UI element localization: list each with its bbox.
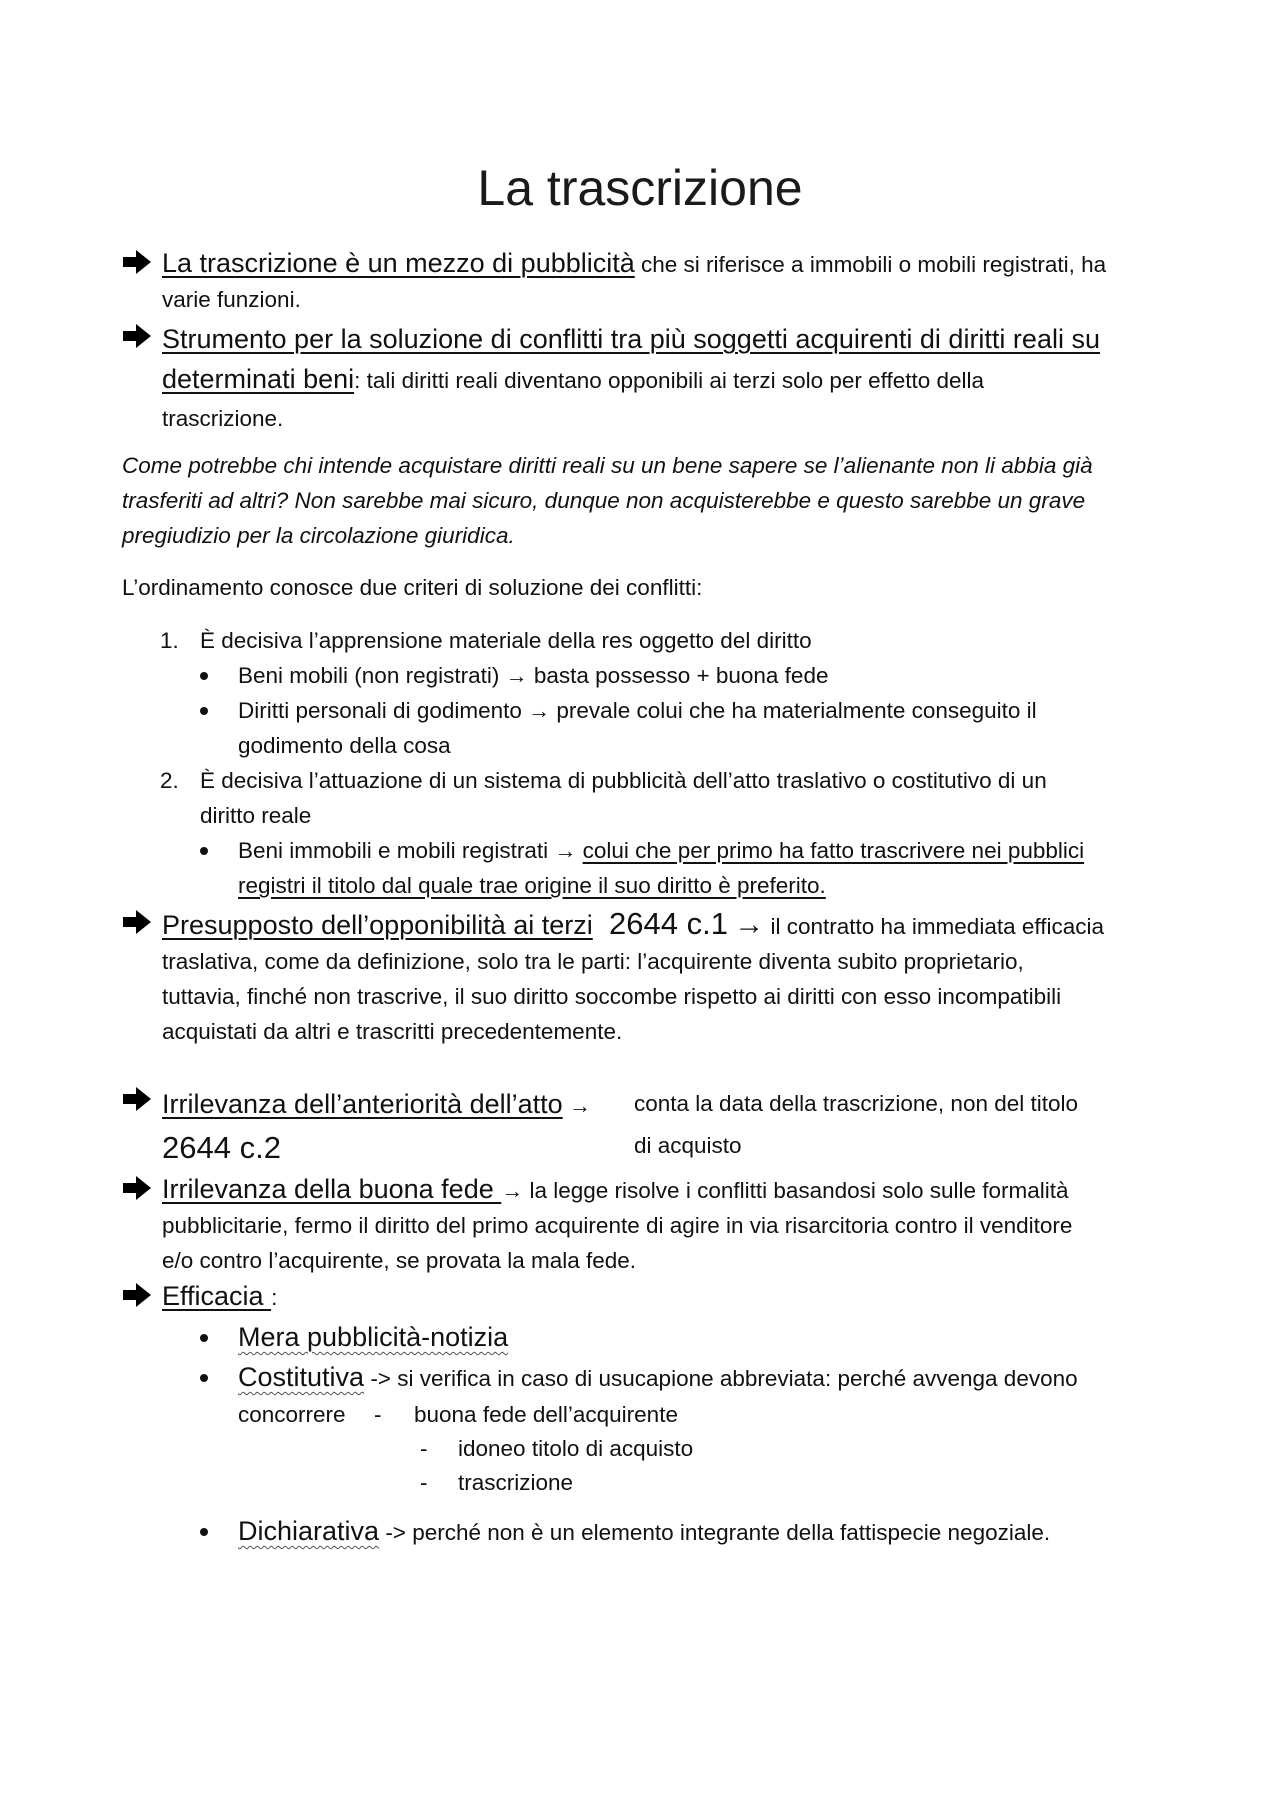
bullet-item: [122, 1358, 1182, 1398]
body-text: la legge risolve i conflitti basandosi solo sulle formalità: [523, 1178, 1069, 1203]
bullet-label: Costitutiva: [238, 1362, 365, 1392]
list-item: [122, 763, 1182, 833]
body-text: trascrizione.: [162, 406, 284, 431]
body-text: tuttavia, finché non trascrive, il suo diritto soccombe rispetto ai diritti con esso incompatibili: [162, 984, 1062, 1009]
list-number: 2.: [160, 768, 179, 793]
body-text: acquistati da altri e trascritti precedentemente.: [162, 1019, 623, 1044]
bullet-label: Beni immobili e mobili registrati: [238, 838, 549, 863]
bullet-item: [122, 833, 1182, 903]
list-item-text: diritto reale: [200, 803, 312, 828]
dash-bullet: -: [420, 1436, 428, 1461]
list-item: [122, 623, 1182, 658]
article-reference: 2644 c.2: [162, 1130, 281, 1165]
point-strumento-conflitti: [122, 320, 1182, 438]
efficacia-list: [122, 1318, 1182, 1552]
dash-bullet: -: [374, 1402, 382, 1427]
list-number: 1.: [160, 628, 179, 653]
arrow-icon: →: [734, 908, 765, 941]
body-text: traslativa, come da definizione, solo tra le parti: l’acquirente diventa subito proprietario,: [162, 949, 1024, 974]
dash-bullet: -: [420, 1470, 428, 1495]
italic-paragraph: [122, 448, 1182, 553]
body-text: conta la data della trascrizione, non del titolo: [634, 1091, 1079, 1116]
bullet-dot-icon: [200, 1334, 208, 1342]
body-text: trascrizione: [458, 1470, 574, 1495]
body-text: il contratto ha immediata efficacia: [764, 914, 1104, 939]
heading-text: determinati beni: [162, 364, 355, 394]
page-title: La trascrizione: [477, 160, 803, 216]
italic-line: Come potrebbe chi intende acquistare diritti reali su un bene sapere se l’alienante non li abbia già: [122, 453, 1093, 478]
bullet-label: Beni mobili (non registrati): [238, 663, 500, 688]
criteria-list: [122, 623, 1182, 903]
bullet-item: [122, 1512, 1182, 1552]
bullet-item: [122, 693, 1182, 763]
bullet-label: Diritti personali di godimento: [238, 698, 522, 723]
body-text: e/o contro l’acquirente, se provata la mala fede.: [162, 1248, 637, 1273]
bullet-text: -> si verifica in caso di usucapione abbreviata: perché avvenga devono: [364, 1366, 1078, 1391]
bullet-text: prevale colui che ha materialmente conseguito il: [550, 698, 1037, 723]
body-text: : tali diritti reali diventano opponibili ai terzi solo per effetto della: [354, 368, 985, 393]
arrow-bullet-icon: [122, 320, 156, 355]
point-buona-fede: [122, 1172, 1182, 1278]
heading-text: Irrilevanza dell’anteriorità dell’atto: [162, 1089, 563, 1119]
list-item-text: È decisiva l’apprensione materiale della res oggetto del diritto: [200, 628, 812, 653]
concorrere-row: [122, 1398, 1182, 1432]
bullet-text: basta possesso + buona fede: [527, 663, 829, 688]
point-anteriorita: [122, 1083, 1182, 1172]
heading-text: Irrilevanza della buona fede: [162, 1174, 502, 1204]
body-text: idoneo titolo di acquisto: [458, 1436, 694, 1461]
bullet-dot-icon: [200, 1528, 208, 1536]
point-trascrizione-pubblicita: [122, 246, 1182, 317]
body-text: di acquisto: [634, 1133, 742, 1158]
arrow-bullet-icon: [122, 1083, 156, 1118]
bullet-text: godimento della cosa: [238, 733, 451, 758]
arrow-icon: →: [501, 1178, 524, 1203]
bullet-dot-icon: [200, 847, 208, 855]
bullet-text: registri il titolo dal quale trae origine il suo diritto è preferito.: [238, 873, 826, 898]
dash-row: [122, 1466, 1182, 1500]
italic-line: pregiudizio per la circolazione giuridica.: [122, 523, 515, 548]
body-text: concorrere: [238, 1402, 346, 1427]
bullet-dot-icon: [200, 707, 208, 715]
bullet-dot-icon: [200, 1374, 208, 1382]
bullet-dot-icon: [200, 672, 208, 680]
list-item-text: È decisiva l’attuazione di un sistema di pubblicità dell’atto traslativo o costitutivo di un: [200, 768, 1047, 793]
body-text: buona fede dell’acquirente: [414, 1402, 678, 1427]
arrow-bullet-icon: [122, 906, 156, 941]
article-reference: 2644 c.1: [609, 906, 728, 941]
arrow-bullet-icon: [122, 246, 156, 281]
heading-text: Presupposto dell’opponibilità ai terzi: [162, 910, 593, 940]
body-text: pubblicitarie, fermo il diritto del primo acquirente di agire in via risarcitoria contro il venditore: [162, 1213, 1073, 1238]
arrow-icon: →: [528, 698, 551, 723]
arrow-bullet-icon: [122, 1279, 156, 1314]
body-text: varie funzioni.: [162, 287, 301, 312]
heading-text: Strumento per la soluzione di conflitti tra più soggetti acquirenti di diritti reali su: [162, 324, 1100, 354]
arrow-icon: →: [554, 838, 577, 863]
point-presupposto: [122, 906, 1182, 1049]
colon-text: :: [271, 1285, 278, 1310]
arrow-icon: →: [568, 1093, 591, 1118]
arrow-bullet-icon: [122, 1172, 156, 1207]
heading-text: La trascrizione è un mezzo di pubblicità: [162, 248, 635, 278]
italic-line: trasferiti ad altri? Non sarebbe mai sicuro, dunque non acquisterebbe e questo sarebbe un grave: [122, 488, 1086, 513]
bullet-label: Mera pubblicità-notizia: [238, 1322, 509, 1352]
point-efficacia: [122, 1279, 1182, 1315]
bullet-item: [122, 1318, 1182, 1358]
body-text: che si riferisce a immobili o mobili registrati, ha: [634, 252, 1107, 277]
bullet-text: colui che per primo ha fatto trascrivere nei pubblici: [582, 838, 1085, 863]
bullet-item: [122, 658, 1182, 693]
dash-row: [122, 1432, 1182, 1466]
bullet-text: -> perché non è un elemento integrante della fattispecie negoziale.: [379, 1520, 1051, 1545]
arrow-icon: →: [505, 663, 528, 688]
bullet-label: Dichiarativa: [238, 1516, 380, 1546]
intro-text: L’ordinamento conosce due criteri di soluzione dei conflitti:: [122, 575, 703, 600]
heading-text: Efficacia: [162, 1281, 272, 1311]
